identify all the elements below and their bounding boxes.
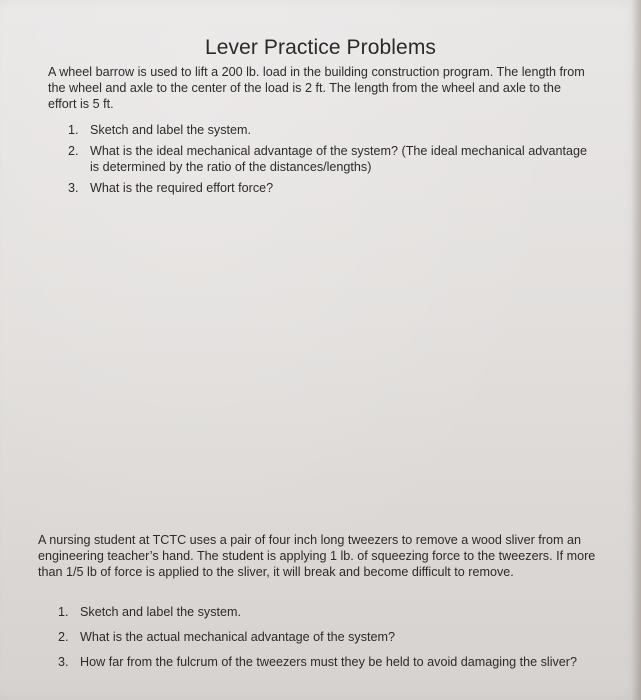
question-text: What is the required effort force? xyxy=(90,181,274,195)
question-text: Sketch and label the system. xyxy=(90,123,252,137)
list-item xyxy=(68,122,588,138)
question-text: Sketch and label the system. xyxy=(80,605,242,619)
list-item xyxy=(68,143,588,175)
list-number: 1. xyxy=(68,123,79,137)
problem-1-text: A wheel barrow is used to lift a 200 lb. load in the building construction program. The length from the wheel and axle to the center of the load is 2 ft. The length from the wheel and axle to the effort is 5 ft. xyxy=(48,65,585,111)
page-title: Lever Practice Problems xyxy=(204,36,437,59)
list-item xyxy=(58,604,603,620)
question-text: What is the ideal mechanical advantage of the system? (The ideal mechanical advantage is determined by the ratio of the distances/lengths) xyxy=(90,144,588,174)
list-number: 1. xyxy=(58,605,69,619)
question-text: How far from the fulcrum of the tweezers must they be held to avoid damaging the sliver? xyxy=(80,655,577,669)
list-item xyxy=(58,654,603,670)
problem-2-questions xyxy=(58,604,603,679)
problem-1-questions xyxy=(68,122,588,201)
list-number: 3. xyxy=(68,181,79,195)
list-item xyxy=(68,180,588,196)
problem-2-text: A nursing student at TCTC uses a pair of four inch long tweezers to remove a wood sliver from an engineering teacher’s hand. The student is applying 1 lb. of squeezing force to the tweezers. If more than 1/5 lb of force is applied to the sliver, it will break and become difficult to remove. xyxy=(38,533,596,579)
list-item xyxy=(58,629,603,645)
question-text: What is the actual mechanical advantage of the system? xyxy=(80,630,396,644)
list-number: 2. xyxy=(58,630,69,644)
paper-edge-shadow xyxy=(631,0,641,700)
list-number: 2. xyxy=(68,144,79,158)
list-number: 3. xyxy=(58,655,69,669)
